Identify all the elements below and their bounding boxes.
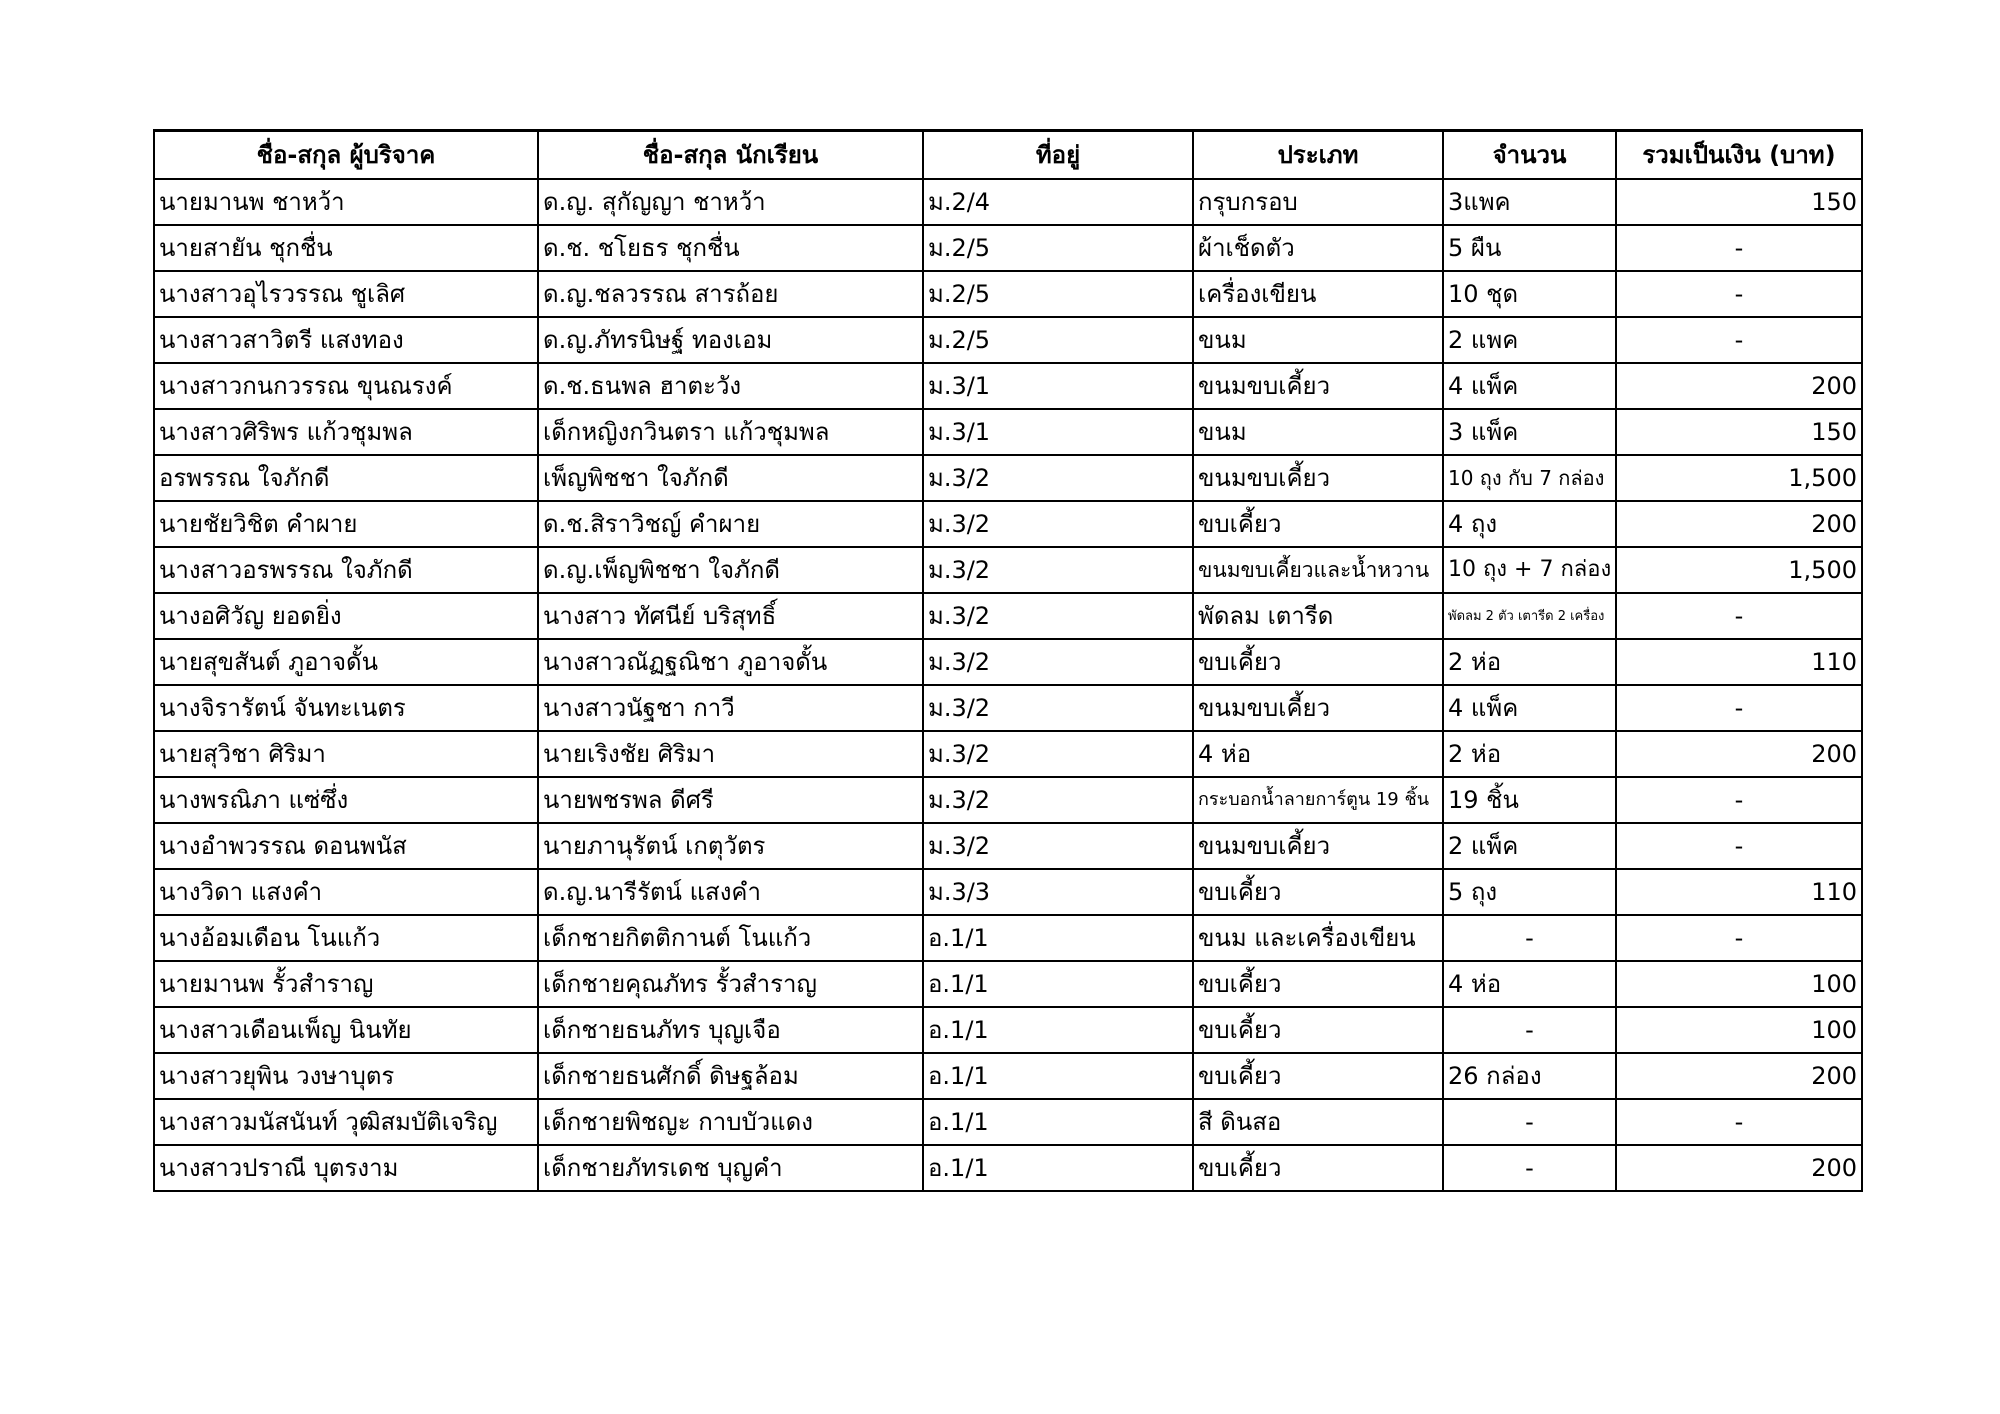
cell-type: ขบเคี้ยว (1193, 1007, 1443, 1053)
cell-donor: นายสายัน ชุกชื่น (154, 225, 538, 271)
table-row (154, 1007, 1862, 1053)
cell-donor: นายสุขสันต์ ภูอาจดั้น (154, 639, 538, 685)
cell-donor: นางสาวปราณี บุตรงาม (154, 1145, 538, 1191)
cell-address: อ.1/1 (923, 915, 1193, 961)
cell-total: - (1616, 685, 1862, 731)
cell-donor: นางสาวศิริพร แก้วชุมพล (154, 409, 538, 455)
donation-table (153, 129, 1863, 1192)
cell-quantity: พัดลม 2 ตัว เตารีด 2 เครื่อง (1443, 593, 1616, 639)
cell-address: อ.1/1 (923, 1007, 1193, 1053)
cell-type: ขบเคี้ยว (1193, 961, 1443, 1007)
cell-address: ม.2/5 (923, 317, 1193, 363)
cell-donor: นางอศิวัญ ยอดยิ่ง (154, 593, 538, 639)
cell-total: 200 (1616, 363, 1862, 409)
table-header-row (154, 131, 1862, 180)
cell-total: 100 (1616, 1007, 1862, 1053)
cell-type: ขบเคี้ยว (1193, 1053, 1443, 1099)
cell-student: นายภานุรัตน์ เกตุวัตร (538, 823, 923, 869)
cell-address: ม.2/5 (923, 271, 1193, 317)
cell-total: 200 (1616, 1053, 1862, 1099)
cell-address: ม.3/3 (923, 869, 1193, 915)
cell-address: ม.3/2 (923, 777, 1193, 823)
cell-donor: อรพรรณ ใจภักดี (154, 455, 538, 501)
cell-address: ม.3/2 (923, 685, 1193, 731)
cell-type: ขนมขบเคี้ยวและน้ำหวาน (1193, 547, 1443, 593)
table-body (154, 179, 1862, 1191)
cell-address: อ.1/1 (923, 1053, 1193, 1099)
header-donor: ชื่อ-สกุล ผู้บริจาค (154, 131, 538, 180)
cell-address: ม.3/2 (923, 823, 1193, 869)
cell-total: - (1616, 317, 1862, 363)
cell-type: กระบอกน้ำลายการ์ตูน 19 ชิ้น (1193, 777, 1443, 823)
cell-type: สี ดินสอ (1193, 1099, 1443, 1145)
cell-address: ม.3/2 (923, 639, 1193, 685)
table-row (154, 639, 1862, 685)
cell-type: ขบเคี้ยว (1193, 1145, 1443, 1191)
cell-address: ม.3/2 (923, 731, 1193, 777)
cell-student: ด.ช.ธนพล ฮาตะวัง (538, 363, 923, 409)
table-row (154, 363, 1862, 409)
cell-total: 110 (1616, 869, 1862, 915)
header-total: รวมเป็นเงิน (บาท) (1616, 131, 1862, 180)
table-row (154, 179, 1862, 225)
cell-student: ด.ญ.นารีรัตน์ แสงคำ (538, 869, 923, 915)
cell-quantity: 4 แพ็ค (1443, 685, 1616, 731)
cell-student: เด็กชายธนภัทร บุญเจือ (538, 1007, 923, 1053)
cell-donor: นางอ้อมเดือน โนแก้ว (154, 915, 538, 961)
table-row (154, 777, 1862, 823)
cell-address: ม.3/2 (923, 547, 1193, 593)
cell-type: ขบเคี้ยว (1193, 869, 1443, 915)
table-row (154, 409, 1862, 455)
cell-student: เด็กชายธนศักดิ์ ดิษฐล้อม (538, 1053, 923, 1099)
cell-student: ด.ญ.เพ็ญพิชชา ใจภักดี (538, 547, 923, 593)
cell-donor: นางพรณิภา แซ่ซึ่ง (154, 777, 538, 823)
cell-total: 100 (1616, 961, 1862, 1007)
cell-student: เด็กชายพิชญะ กาบบัวแดง (538, 1099, 923, 1145)
cell-address: ม.3/2 (923, 593, 1193, 639)
table-row (154, 685, 1862, 731)
cell-quantity: - (1443, 1007, 1616, 1053)
cell-type: ขนม (1193, 409, 1443, 455)
cell-type: ขนมขบเคี้ยว (1193, 455, 1443, 501)
header-type: ประเภท (1193, 131, 1443, 180)
table-row (154, 593, 1862, 639)
cell-total: 110 (1616, 639, 1862, 685)
cell-student: นางสาวนัฐชา กาวี (538, 685, 923, 731)
cell-address: อ.1/1 (923, 961, 1193, 1007)
cell-quantity: 5 ถุง (1443, 869, 1616, 915)
cell-quantity: 2 แพ็ค (1443, 823, 1616, 869)
table-row (154, 455, 1862, 501)
cell-donor: นางจิรารัตน์ จันทะเนตร (154, 685, 538, 731)
cell-total: - (1616, 1099, 1862, 1145)
cell-donor: นางวิดา แสงคำ (154, 869, 538, 915)
cell-student: ด.ญ.ภัทรนิษฐ์ ทองเอม (538, 317, 923, 363)
cell-type: ขนมขบเคี้ยว (1193, 823, 1443, 869)
cell-student: ด.ช. ชโยธร ชุกชื่น (538, 225, 923, 271)
cell-total: 1,500 (1616, 547, 1862, 593)
cell-total: - (1616, 593, 1862, 639)
cell-student: นายเริงชัย ศิริมา (538, 731, 923, 777)
cell-quantity: - (1443, 1099, 1616, 1145)
cell-address: ม.2/5 (923, 225, 1193, 271)
cell-quantity: 10 ชุด (1443, 271, 1616, 317)
table-row (154, 317, 1862, 363)
cell-student: ด.ญ. สุกัญญา ชาหว้า (538, 179, 923, 225)
cell-donor: นายสุวิชา ศิริมา (154, 731, 538, 777)
cell-donor: นางสาวเดือนเพ็ญ นินทัย (154, 1007, 538, 1053)
cell-quantity: - (1443, 1145, 1616, 1191)
cell-quantity: 10 ถุง กับ 7 กล่อง (1443, 455, 1616, 501)
cell-total: - (1616, 823, 1862, 869)
header-student: ชื่อ-สกุล นักเรียน (538, 131, 923, 180)
cell-quantity: 2 ห่อ (1443, 639, 1616, 685)
cell-quantity: 26 กล่อง (1443, 1053, 1616, 1099)
cell-address: อ.1/1 (923, 1099, 1193, 1145)
cell-quantity: 4 แพ็ค (1443, 363, 1616, 409)
table-row (154, 501, 1862, 547)
cell-student: เพ็ญพิชชา ใจภักดี (538, 455, 923, 501)
cell-donor: นางสาวอุไรวรรณ ชูเลิศ (154, 271, 538, 317)
donation-sheet (153, 129, 1861, 1192)
cell-quantity: 19 ชิ้น (1443, 777, 1616, 823)
cell-quantity: 4 ห่อ (1443, 961, 1616, 1007)
cell-donor: นางอำพวรรณ ดอนพนัส (154, 823, 538, 869)
cell-donor: นางสาวสาวิตรี แสงทอง (154, 317, 538, 363)
cell-address: ม.3/2 (923, 455, 1193, 501)
cell-donor: นางสาวยุพิน วงษาบุตร (154, 1053, 538, 1099)
cell-address: ม.3/1 (923, 363, 1193, 409)
cell-type: กรุบกรอบ (1193, 179, 1443, 225)
cell-donor: นางสาวมนัสนันท์ วุฒิสมบัติเจริญ (154, 1099, 538, 1145)
table-row (154, 225, 1862, 271)
table-row (154, 731, 1862, 777)
cell-address: ม.3/2 (923, 501, 1193, 547)
cell-total: 200 (1616, 1145, 1862, 1191)
cell-donor: นายมานพ รั้วสำราญ (154, 961, 538, 1007)
cell-total: 150 (1616, 179, 1862, 225)
cell-total: - (1616, 225, 1862, 271)
cell-donor: นายชัยวิชิต คำผาย (154, 501, 538, 547)
table-row (154, 823, 1862, 869)
cell-total: - (1616, 271, 1862, 317)
cell-student: เด็กชายภัทรเดช บุญคำ (538, 1145, 923, 1191)
cell-student: นางสาวณัฏฐณิชา ภูอาจดั้น (538, 639, 923, 685)
cell-quantity: 10 ถุง + 7 กล่อง (1443, 547, 1616, 593)
cell-address: ม.2/4 (923, 179, 1193, 225)
cell-student: นางสาว ทัศนีย์ บริสุทธิ์ (538, 593, 923, 639)
table-row (154, 271, 1862, 317)
cell-type: เครื่องเขียน (1193, 271, 1443, 317)
cell-student: ด.ช.สิราวิชญ์ คำผาย (538, 501, 923, 547)
cell-address: ม.3/1 (923, 409, 1193, 455)
cell-type: ขบเคี้ยว (1193, 501, 1443, 547)
cell-address: อ.1/1 (923, 1145, 1193, 1191)
cell-quantity: 2 ห่อ (1443, 731, 1616, 777)
cell-total: - (1616, 915, 1862, 961)
cell-student: นายพชรพล ดีศรี (538, 777, 923, 823)
cell-total: 150 (1616, 409, 1862, 455)
cell-type: ขนมขบเคี้ยว (1193, 685, 1443, 731)
cell-quantity: - (1443, 915, 1616, 961)
cell-total: 1,500 (1616, 455, 1862, 501)
cell-student: เด็กชายกิตติกานต์ โนแก้ว (538, 915, 923, 961)
cell-quantity: 3 แพ็ค (1443, 409, 1616, 455)
table-row (154, 547, 1862, 593)
cell-student: เด็กชายคุณภัทร รั้วสำราญ (538, 961, 923, 1007)
cell-type: ขนมขบเคี้ยว (1193, 363, 1443, 409)
cell-quantity: 5 ผืน (1443, 225, 1616, 271)
table-row (154, 961, 1862, 1007)
cell-type: ขบเคี้ยว (1193, 639, 1443, 685)
header-address: ที่อยู่ (923, 131, 1193, 180)
table-row (154, 1145, 1862, 1191)
table-row (154, 915, 1862, 961)
cell-quantity: 4 ถุง (1443, 501, 1616, 547)
cell-quantity: 3แพค (1443, 179, 1616, 225)
cell-student: เด็กหญิงกวินตรา แก้วชุมพล (538, 409, 923, 455)
cell-type: ขนม (1193, 317, 1443, 363)
table-row (154, 1099, 1862, 1145)
cell-total: 200 (1616, 731, 1862, 777)
cell-donor: นางสาวอรพรรณ ใจภักดี (154, 547, 538, 593)
cell-type: 4 ห่อ (1193, 731, 1443, 777)
cell-total: 200 (1616, 501, 1862, 547)
cell-total: - (1616, 777, 1862, 823)
table-row (154, 1053, 1862, 1099)
table-row (154, 869, 1862, 915)
cell-student: ด.ญ.ชลวรรณ สารถ้อย (538, 271, 923, 317)
cell-type: ผ้าเช็ดตัว (1193, 225, 1443, 271)
header-quantity: จำนวน (1443, 131, 1616, 180)
cell-type: ขนม และเครื่องเขียน (1193, 915, 1443, 961)
cell-donor: นายมานพ ชาหว้า (154, 179, 538, 225)
cell-donor: นางสาวกนกวรรณ ขุนณรงค์ (154, 363, 538, 409)
cell-quantity: 2 แพค (1443, 317, 1616, 363)
cell-type: พัดลม เตารีด (1193, 593, 1443, 639)
